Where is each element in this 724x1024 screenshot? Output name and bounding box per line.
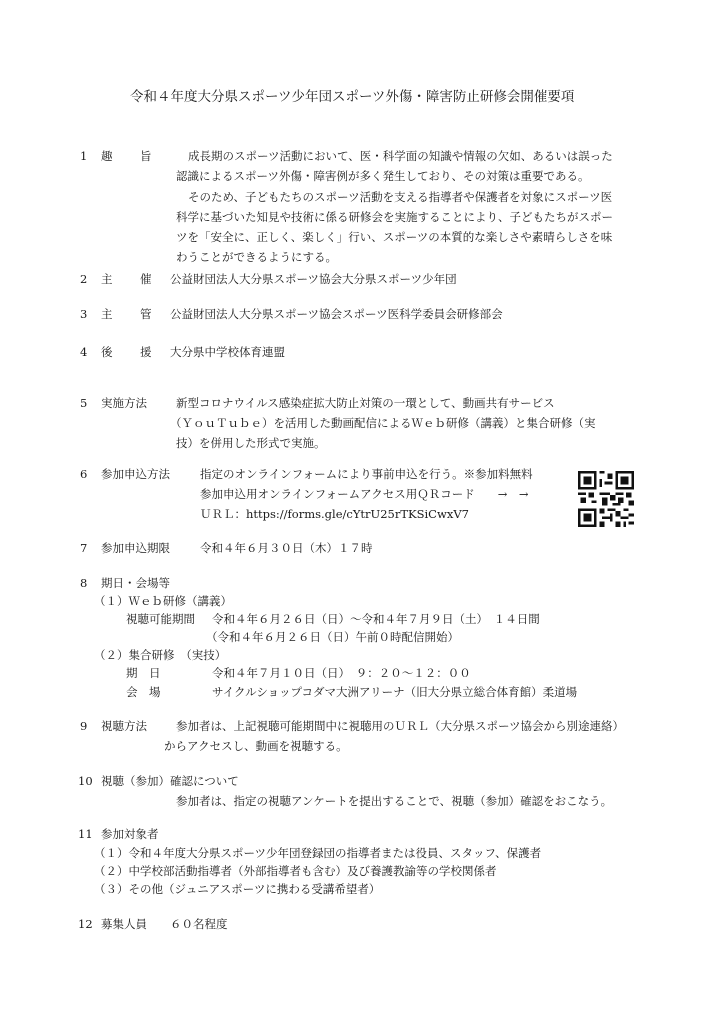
section-8-sub1-heading: （１）Ｗｅｂ研修（講義） — [94, 594, 232, 608]
section-9-label: 視聴方法 — [101, 719, 147, 733]
section-11-item: （２）中学校部活動指導者（外部指導者も含む）及び養護教諭等の学校関係者 — [94, 864, 497, 878]
section-7-number: 7 — [80, 541, 88, 555]
section-2-label-b: 催 — [140, 272, 152, 286]
section-11-label: 参加対象者 — [101, 827, 159, 841]
section-8-label: 期日・会場等 — [101, 576, 170, 590]
section-8-period-label: 視聴可能期間 — [126, 612, 195, 626]
section-6-line: 参加申込用オンラインフォームアクセス用ＱＲコード → → — [200, 487, 529, 501]
section-3-text: 公益財団法人大分県スポーツ協会スポーツ医科学委員会研修部会 — [170, 307, 503, 321]
section-4-text: 大分県中学校体育連盟 — [170, 345, 285, 359]
section-4-label-a: 後 — [101, 345, 113, 359]
section-1-line: 認識によるスポーツ外傷・障害例が多く発生しており、その対策は重要である。 — [176, 169, 590, 183]
section-1-line: ツを「安全に、正しく、楽しく」行い、スポーツの本質的な楽しさや素晴らしさを味 — [176, 230, 613, 244]
section-5-label: 実施方法 — [101, 396, 147, 410]
section-1-line: そのため、子どもたちのスポーツ活動を支える指導者や保護者を対象にスポーツ医 — [188, 190, 613, 204]
section-2-label-a: 主 — [101, 272, 113, 286]
section-1-line: わうことができるようにする。 — [176, 250, 337, 264]
section-12-label: 募集人員 — [101, 917, 147, 931]
section-7-label: 参加申込期限 — [101, 541, 170, 555]
section-8-date-label: 期 日 — [126, 666, 161, 680]
section-5-line: 技）を併用した形式で実施。 — [176, 436, 326, 450]
section-1-label-a: 趣 — [101, 149, 113, 163]
url-prefix: ＵＲＬ： — [200, 507, 246, 521]
section-8-period-note: （令和４年６月２６日（日）午前０時配信開始） — [206, 630, 459, 644]
section-12-text: ６０名程度 — [170, 917, 228, 931]
section-8-venue-label: 会 場 — [126, 685, 161, 699]
section-1-line: 成長期のスポーツ活動において、医・科学面の知識や情報の欠如、あるいは誤った — [188, 149, 613, 163]
section-1-label-b: 旨 — [140, 149, 152, 163]
section-1-line: 科学に基づいた知見や技術に係る研修会を実施することにより、子どもたちがスポー — [176, 210, 613, 224]
section-10-text: 参加者は、指定の視聴アンケートを提出することで、視聴（参加）確認をおこなう。 — [176, 794, 613, 808]
section-4-label-b: 援 — [140, 345, 152, 359]
section-3-label-b: 管 — [140, 307, 152, 321]
section-9-number: 9 — [80, 719, 88, 733]
registration-url-link[interactable]: https://forms.gle/cYtrU25rTKSiCwxV7 — [246, 507, 469, 521]
section-2-text: 公益財団法人大分県スポーツ協会大分県スポーツ少年団 — [170, 272, 457, 286]
section-8-date-value: 令和４年７月１０日（日） ９：２０～１２：００ — [212, 666, 471, 680]
section-2-number: 2 — [80, 272, 88, 286]
document-title: 令和４年度大分県スポーツ少年団スポーツ外傷・障害防止研修会開催要項 — [130, 89, 575, 105]
section-6-line: 指定のオンラインフォームにより事前申込を行う。※参加料無料 — [200, 467, 533, 481]
section-11-number: 11 — [78, 827, 93, 841]
section-1-number: 1 — [80, 149, 88, 163]
section-5-line: 新型コロナウイルス感染症拡大防止対策の一環として、動画共有サービス — [176, 396, 555, 410]
section-6-number: 6 — [80, 467, 88, 481]
section-6-label: 参加申込方法 — [101, 467, 170, 481]
section-7-text: 令和４年６月３０日（木）１７時 — [200, 541, 373, 555]
section-10-label: 視聴（参加）確認について — [101, 774, 239, 788]
section-10-number: 10 — [78, 774, 93, 788]
section-11-item: （３）その他（ジュニアスポーツに携わる受講希望者） — [94, 882, 381, 896]
section-3-number: 3 — [80, 307, 88, 321]
section-11-item: （１）令和４年度大分県スポーツ少年団登録団の指導者または役員、スタッフ、保護者 — [94, 846, 542, 860]
section-3-label-a: 主 — [101, 307, 113, 321]
section-8-number: 8 — [80, 576, 88, 590]
section-8-period-value: 令和４年６月２６日（日）～令和４年７月９日（土） １４日間 — [212, 612, 540, 626]
qr-code-icon[interactable] — [578, 470, 634, 528]
section-4-number: 4 — [80, 345, 88, 359]
section-6-url-line — [200, 506, 469, 522]
section-9-line: からアクセスし、動画を視聴する。 — [164, 739, 348, 753]
section-9-line: 参加者は、上記視聴可能期間中に視聴用のＵＲＬ（大分県スポーツ協会から別途連絡） — [176, 719, 625, 733]
section-8-venue-value: サイクルショップコダマ大洲アリーナ（旧大分県立総合体育館）柔道場 — [212, 685, 578, 699]
section-12-number: 12 — [78, 917, 93, 931]
section-8-sub2-heading: （２）集合研修 （実技） — [94, 648, 227, 662]
section-5-number: 5 — [80, 396, 88, 410]
section-5-line: （ＹｏｕＴｕｂｅ）を活用した動画配信によるＷｅｂ研修（講義）と集合研修（実 — [170, 416, 596, 430]
